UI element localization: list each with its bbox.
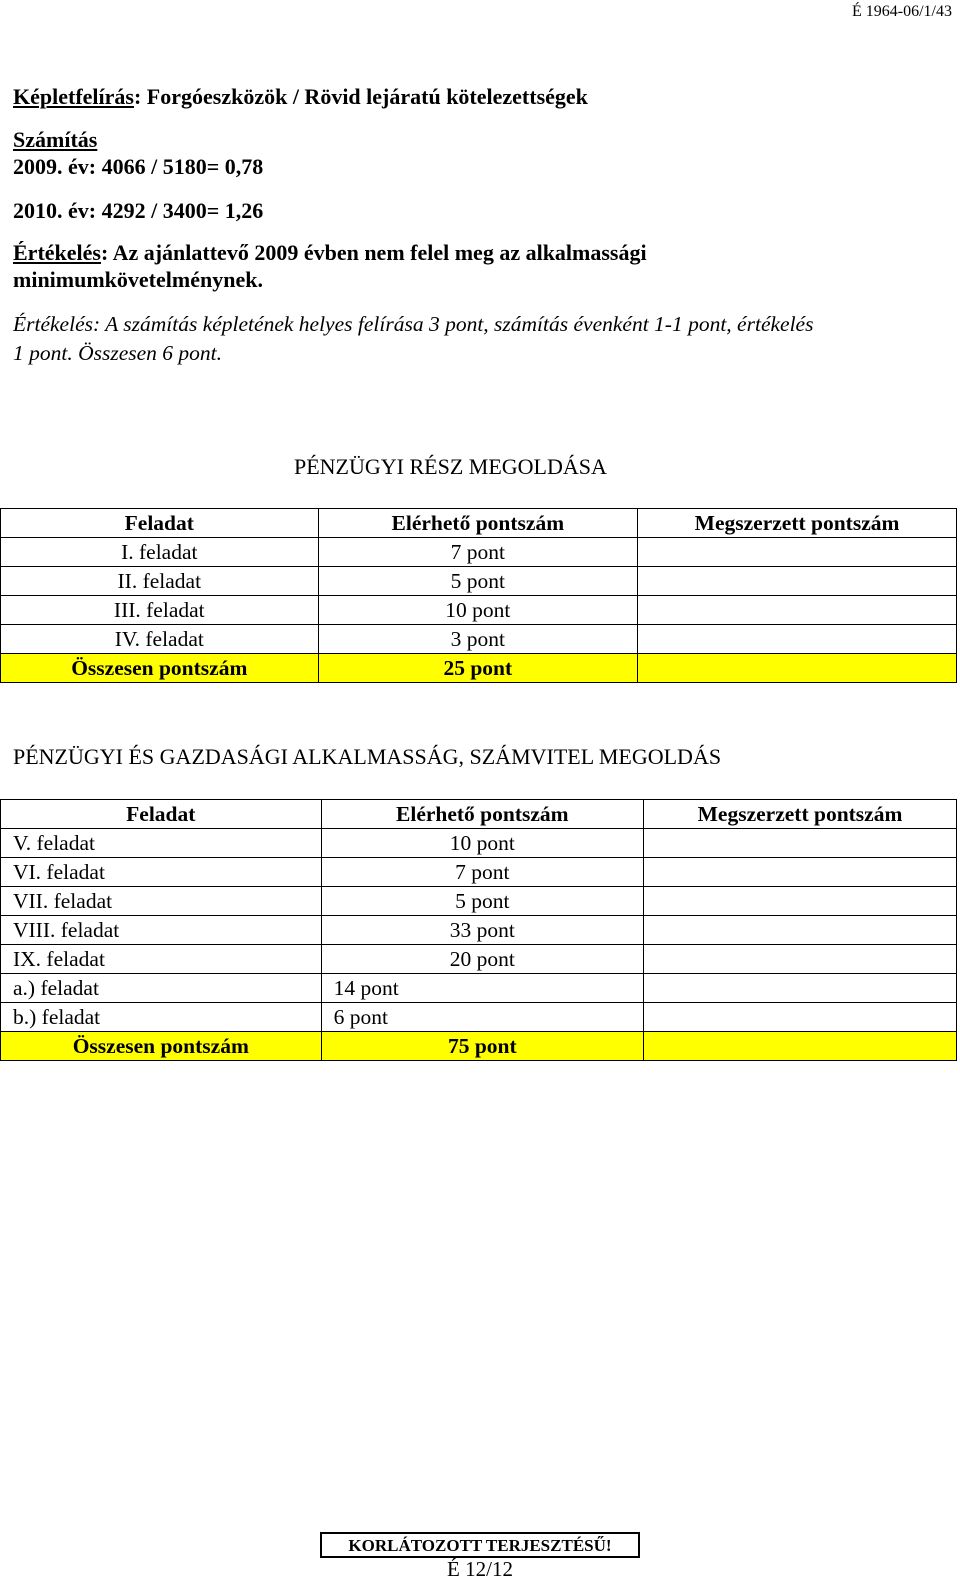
- points-cell: 10 pont: [318, 596, 638, 625]
- scored-cell[interactable]: [644, 916, 957, 945]
- task-cell: IV. feladat: [1, 625, 319, 654]
- page-number: É 12/12: [447, 1557, 513, 1581]
- total-row: [1, 1032, 957, 1061]
- task-cell: V. feladat: [1, 829, 322, 858]
- total-row: [1, 654, 957, 683]
- scored-cell[interactable]: [644, 1003, 957, 1032]
- evaluation-line2: minimumkövetelménynek.: [13, 267, 263, 292]
- points-cell: 14 pont: [321, 974, 643, 1003]
- task-cell: I. feladat: [1, 538, 319, 567]
- header-scored-points: Megszerzett pontszám: [638, 509, 957, 538]
- points-cell: 5 pont: [318, 567, 638, 596]
- points-cell: 10 pont: [321, 829, 643, 858]
- formula-text: : Forgóeszközök / Rövid lejáratú kötelezettségek: [133, 84, 588, 109]
- evaluation-label: Értékelés: [13, 240, 101, 265]
- section2-table: [0, 799, 957, 1061]
- table-row: [1, 829, 957, 858]
- scored-cell[interactable]: [638, 625, 957, 654]
- table-row: [1, 945, 957, 974]
- calc-2009: 2009. év: 4066 / 5180= 0,78: [13, 154, 264, 179]
- evaluation-text: : Az ajánlattevő 2009 évben nem felel meg az alkalmassági: [100, 240, 647, 265]
- total-label: Összesen pontszám: [1, 1032, 322, 1061]
- points-cell: 33 pont: [321, 916, 643, 945]
- table-row: [1, 887, 957, 916]
- formula-line: [13, 84, 588, 110]
- total-points: 75 pont: [321, 1032, 643, 1061]
- table-row: [1, 538, 957, 567]
- scored-cell[interactable]: [638, 596, 957, 625]
- task-cell: IX. feladat: [1, 945, 322, 974]
- table-row: [1, 596, 957, 625]
- table-row: [1, 974, 957, 1003]
- formula-label: Képletfelírás: [13, 84, 134, 109]
- task-cell: III. feladat: [1, 596, 319, 625]
- table-row: [1, 1003, 957, 1032]
- task-cell: b.) feladat: [1, 1003, 322, 1032]
- total-points: 25 pont: [318, 654, 638, 683]
- points-cell: 20 pont: [321, 945, 643, 974]
- scored-cell[interactable]: [638, 538, 957, 567]
- scored-cell[interactable]: [644, 858, 957, 887]
- points-cell: 6 pont: [321, 1003, 643, 1032]
- table-row: [1, 567, 957, 596]
- header-scored-points: Megszerzett pontszám: [644, 800, 957, 829]
- scored-cell[interactable]: [644, 974, 957, 1003]
- task-cell: VIII. feladat: [1, 916, 322, 945]
- table-header-row: [1, 509, 957, 538]
- section1-title: PÉNZÜGYI RÉSZ MEGOLDÁSA: [294, 454, 607, 479]
- calc-label: Számítás: [13, 127, 98, 152]
- task-cell: a.) feladat: [1, 974, 322, 1003]
- header-available-points: Elérhető pontszám: [321, 800, 643, 829]
- total-scored[interactable]: [638, 654, 957, 683]
- table-header-row: [1, 800, 957, 829]
- scored-cell[interactable]: [644, 829, 957, 858]
- section1-table: [0, 508, 957, 683]
- points-cell: 7 pont: [321, 858, 643, 887]
- table-row: [1, 916, 957, 945]
- header-task: Feladat: [1, 800, 322, 829]
- scoring-note-line1: Értékelés: A számítás képletének helyes felírása 3 pont, számítás évenként 1-1 pont, értékelés: [13, 312, 814, 336]
- points-cell: 5 pont: [321, 887, 643, 916]
- scored-cell[interactable]: [638, 567, 957, 596]
- calc-2010: 2010. év: 4292 / 3400= 1,26: [13, 198, 264, 223]
- scored-cell[interactable]: [644, 887, 957, 916]
- table-row: [1, 625, 957, 654]
- restricted-distribution-box: KORLÁTOZOTT TERJESZTÉSŰ!: [320, 1532, 640, 1558]
- table-row: [1, 858, 957, 887]
- scored-cell[interactable]: [644, 945, 957, 974]
- total-label: Összesen pontszám: [1, 654, 319, 683]
- total-scored[interactable]: [644, 1032, 957, 1061]
- section2-title: PÉNZÜGYI ÉS GAZDASÁGI ALKALMASSÁG, SZÁMVITEL MEGOLDÁS: [13, 744, 722, 769]
- header-task: Feladat: [1, 509, 319, 538]
- task-cell: VI. feladat: [1, 858, 322, 887]
- header-available-points: Elérhető pontszám: [318, 509, 638, 538]
- task-cell: II. feladat: [1, 567, 319, 596]
- document-code: É 1964-06/1/43: [852, 3, 952, 20]
- points-cell: 7 pont: [318, 538, 638, 567]
- evaluation-line1: [13, 240, 647, 266]
- scoring-note-line2: 1 pont. Összesen 6 pont.: [13, 341, 223, 365]
- task-cell: VII. feladat: [1, 887, 322, 916]
- points-cell: 3 pont: [318, 625, 638, 654]
